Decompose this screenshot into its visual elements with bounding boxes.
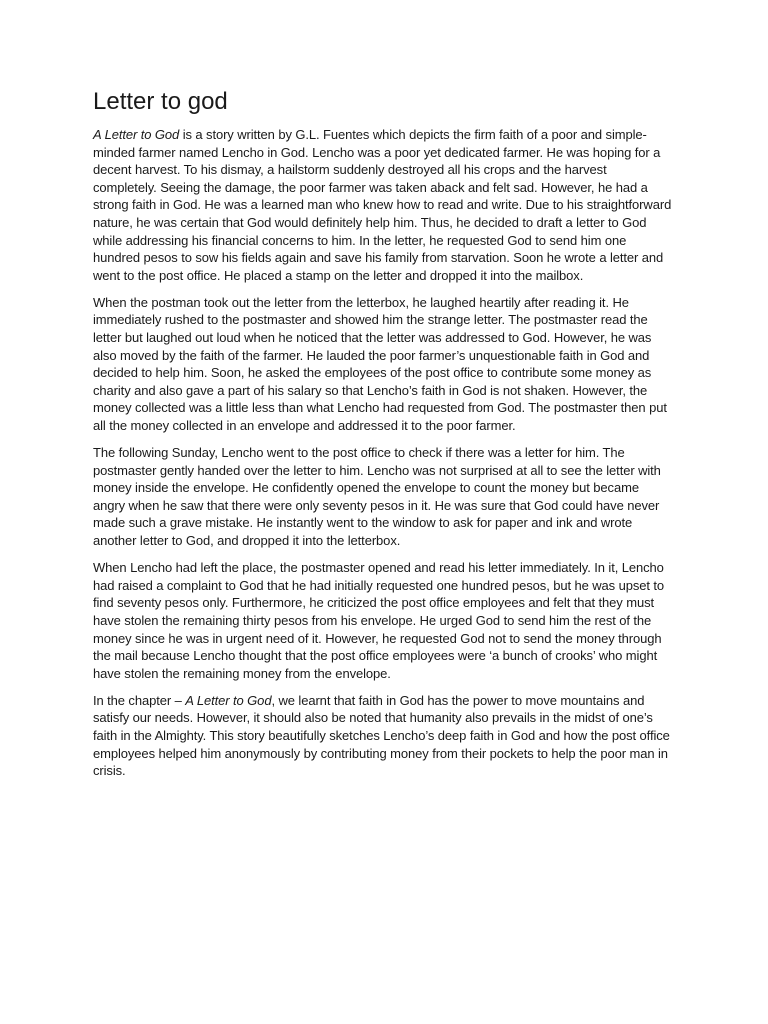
document-page [93,86,673,789]
paragraph-3: The following Sunday, Lencho went to the post office to check if there was a letter for him. The postmaster gently handed over the letter to him. Lencho was not surprised at all to see the letter with money inside the envelope. He confidently opened the envelope to count the money but became angry when he saw that there were only seventy pesos in it. He was sure that God could have never made such a grave mistake. He instantly went to the window to ask for paper and ink and wrote another letter to God, and dropped it into the letterbox. [93,445,661,549]
story-title-italic: A Letter to God [93,127,180,142]
story-title-italic: A Letter to God [185,692,272,708]
paragraph-2: When the postman took out the letter from the letterbox, he laughed heartily after reading it. He immediately rushed to the postmaster and showed him the strange letter. The postmaster read the letter but laughed out loud when he noticed that the letter was addressed to God. However, he was also moved by the faith of the farmer. He lauded the poor farmer’s unquestionable faith in God and decided to help him. Soon, he asked the employees of the post office to contribute some money as charity and also gave a part of his salary so that Lencho’s faith in God is not shaken. However, the money collected was a little less than what Lencho had requested from God. The postmaster then put all the money collected in an envelope and addressed it to the poor farmer. [93,294,667,433]
paragraph-5-text: , we learnt that faith in God has the power to move mountains and satisfy our needs. However, it should also be noted that humanity also prevails in the midst of one’s faith in the Almighty. This story beautifully sketches Lencho’s deep faith in God and how the post office employees helped him anonymously by contributing money from their pockets to help the poor man in crisis. [93,692,670,779]
paragraph-5 [93,692,673,780]
paragraph-4: When Lencho had left the place, the postmaster opened and read his letter immediately. In it, Lencho had raised a complaint to God that he had initially requested one hundred pesos, but he was upset to find seventy pesos only. Furthermore, he criticized the post office employees and felt that they must have stolen the remaining thirty pesos from his envelope. He urged God to send him the rest of the money since he was in urgent need of it. However, he requested God not to send the money through the mail because Lencho thought that the post office employees were ‘a bunch of crooks’ who might have stolen the remaining money from the envelope. [93,560,665,681]
paragraph-1-text: is a story written by G.L. Fuentes which depicts the firm faith of a poor and simple-minded farmer named Lencho in God. Lencho was a poor yet dedicated farmer. He was hoping for a decent harvest. To his dismay, a hailstorm suddenly destroyed all his crops and the harvest completely. Seeing the damage, the poor farmer was taken aback and felt sad. However, he had a strong faith in God. He was a learned man who knew how to read and write. Due to his straightforward nature, he was certain that God would definitely help him. Thus, he decided to draft a letter to God while addressing his financial concerns to him. In the letter, he requested God to send him one hundred pesos to sow his fields again and save his family from starvation. Soon he wrote a letter and went to the post office. He placed a stamp on the letter and dropped it into the mailbox. [93,127,672,283]
paragraph-1 [93,126,673,284]
document-title: Letter to god [93,88,228,115]
paragraph-5-prefix: In the chapter – [93,692,186,708]
